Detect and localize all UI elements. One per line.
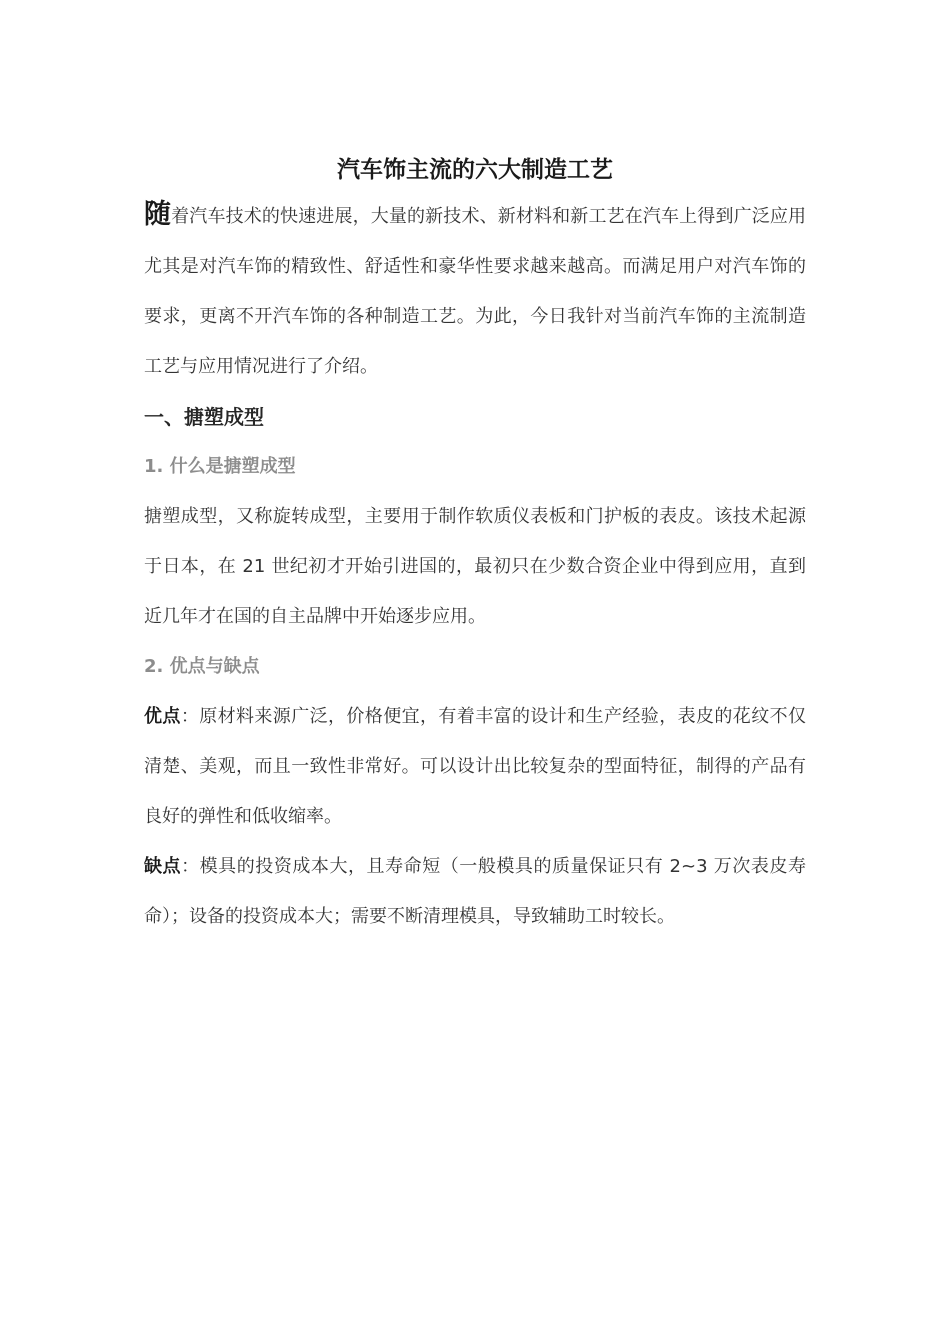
section-heading-slush-molding: 一、搪塑成型: [144, 405, 264, 429]
intro-paragraph: [144, 190, 806, 392]
cons-text: ：模具的投资成本大，且寿命短（一般模具的质量保证只有 2~3 万次表皮寿命）；设备的投资成本大；需要不断清理模具，导致辅助工时较长。: [144, 856, 806, 927]
subsection-heading-pros-cons: 2. 优点与缺点: [144, 656, 260, 677]
pros-text: ：原材料来源广泛，价格便宜，有着丰富的设计和生产经验，表皮的花纹不仅清楚、美观，而且一致性非常好。可以设计出比较复杂的型面特征，制得的产品有良好的弹性和低收缩率。: [144, 706, 807, 827]
definition-paragraph: 搪塑成型，又称旋转成型，主要用于制作软质仪表板和门护板的表皮。该技术起源于日本，在 21 世纪初才开始引进国的，最初只在少数合资企业中得到应用，直到近几年才在国的自主品牌中开始逐步应用。: [144, 506, 806, 627]
pros-label: 优点: [144, 706, 181, 727]
document-title: 汽车饰主流的六大制造工艺: [337, 157, 613, 183]
intro-text: 着汽车技术的快速进展，大量的新技术、新材料和新工艺在汽车上得到广泛应用尤其是对汽车饰的精致性、舒适性和豪华性要求越来越高。而满足用户对汽车饰的要求，更离不开汽车饰的各种制造工艺。为此，今日我针对当前汽车饰的主流制造工艺与应用情况进行了介绍。: [144, 206, 807, 377]
pros-paragraph: [144, 692, 806, 842]
cons-paragraph: [144, 842, 806, 942]
subsection-heading-what-is: 1. 什么是搪塑成型: [144, 456, 296, 477]
document-body: [144, 150, 806, 942]
cons-label: 缺点: [144, 856, 182, 877]
drop-cap: 随: [144, 199, 172, 230]
